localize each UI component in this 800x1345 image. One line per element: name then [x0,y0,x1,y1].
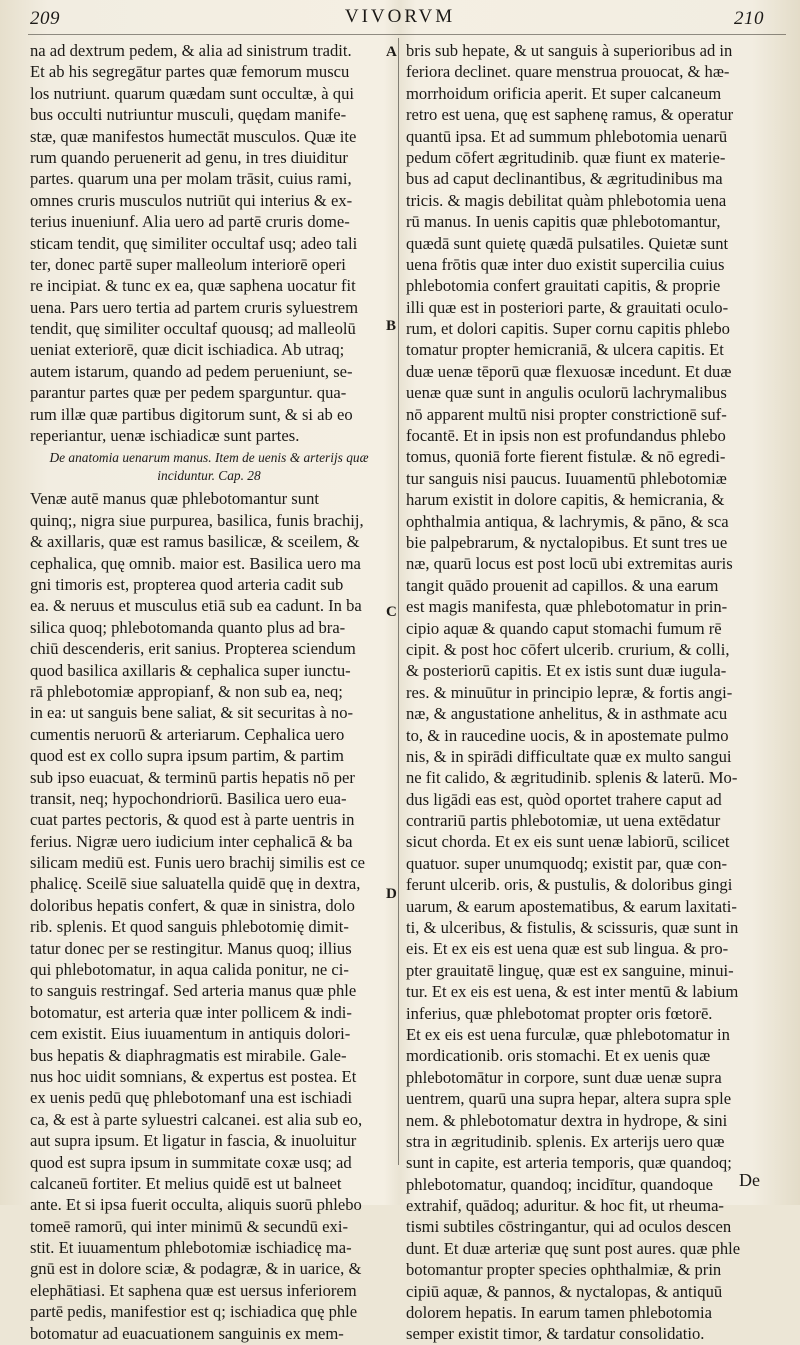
text-line: Et ab his segregātur partes quæ femorum muscu [30,62,350,82]
text-line: tomus, quoniā forte fierent fistulæ. & nō egredi- [406,447,726,467]
text-line: eis. Et ex eis est uena quæ est sub lingua. & pro- [406,939,729,959]
text-line: aut supra ipsum. Et ligatur in fascia, & inuoluitur [30,1131,357,1151]
text-line: bie palpebrarum, & nyctalopibus. Et sunt tres ue [406,532,728,552]
text-line: gnū est in dolore sciæ, & podagræ, & in uarice, & [30,1259,362,1279]
text-line: chiū descenderis, erit sanius. Propterea sciendum [30,639,356,659]
text-line: extrahif, quādoq; aduritur. & hoc fit, ut rheuma- [406,1196,724,1216]
text-line: cumentis neruorū & arteriarum. Cephalica uero [30,724,345,744]
text-line: parantur partes quæ per pedem sparguntur. qua- [30,383,347,403]
text-line: tricis. & magis debilitat quàm phlebotomia uena [406,190,727,210]
margin-letter-d: D [386,886,397,902]
text-line: doloribus hepatis confert, & quæ in sinistra, dolo [30,895,355,915]
text-line: ti, & ulceribus, & fistulis, & scissuris, quæ sunt in [406,918,739,938]
text-line: cephalica, quę omnib. maior est. Basilica uero ma [30,553,361,573]
text-line: illi quæ est in posteriori parte, & grauitati oculo- [406,297,729,317]
text-line: transit, neq; hypochondriorū. Basilica uero eua- [30,788,347,808]
page-number-right: 210 [734,8,764,29]
text-line: nis, & in spirādi difficultate quæ ex multo sangui [406,746,732,766]
text-line: silicam mediū est. Funis uero brachij similis est ce [30,853,366,873]
text-line: tismi subtiles cōstringantur, qui ad oculos descen [406,1217,732,1237]
text-line: autem istarum, quando ad pedem perueniunt, se- [30,361,353,381]
text-line: harum existit in dolore capitis, & hemicrania, & [406,490,725,510]
page-header [0,0,800,40]
text-line: sunt in capite, est arteria temporis, quæ quandoq; [406,1153,732,1173]
text-line: cipit. & post hoc cōfert ulcerib. crurium, & colli, [406,639,730,659]
text-line: dunt. Et duæ arteriæ quę sunt post aures. quæ phle [406,1238,741,1258]
text-line: to, & in raucedine uocis, & in apostemate pulmo [406,725,729,745]
text-line: ferius. Nigræ uero iudicium inter cephalicā & ba [30,831,353,851]
text-line: los nutriunt. quarum quædam sunt occultæ, à qui [30,83,355,103]
text-line: nus hoc uidit somnians, & expertus est postea. Et [30,1066,357,1086]
text-line: partē pedis, manifestior est q; ischiadica quę phle [30,1302,358,1322]
text-line: semper existit timor, & tardatur consolidatio. [406,1324,705,1344]
text-line: silica quoq; phlebotomanda quanto plus ad bra- [30,617,346,637]
text-line: to sanguis restringaf. Sed arteria manus quæ phle [30,981,357,1001]
text-line: stra in ægritudinib. splenis. Ex arterijs uero quæ [406,1131,725,1151]
margin-letter-b: B [386,318,397,334]
text-line: retro est uena, quę est saphenę ramus, & operatur [406,105,734,125]
text-line: phlebotomia confert grauitati capitis, & proprie [406,276,721,296]
text-line: cipio aquæ & quando caput stomachi fumum rē [406,618,722,638]
chapter-heading-line: De anatomia uenarum manus. Item de uenis & arterijs quæ [49,450,369,466]
text-line: Venæ autē manus quæ phlebotomantur sunt [30,489,319,509]
right-column-text [406,40,788,1345]
text-line: bus occulti nutriuntur musculi, quędam manife- [30,105,347,125]
text-line: phalicę. Sceilē siue saluatella quidē quę in dextra, [30,874,361,894]
text-line: tatur donec per se restingitur. Manus quoq; illius [30,938,352,958]
text-line: ferunt ulcerib. oris, & pustulis, & doloribus gingi [406,875,733,895]
text-line: mordicationib. oris stomachi. Et ex uenis quæ [406,1046,711,1066]
text-line: contrariū partis phlebotomiæ, ut uena extēdatur [406,811,721,831]
text-line: focantē. Et in ipsis non est profundandus phlebo [406,426,726,446]
text-line: phlebotomātur in corpore, sunt duæ uenæ supra [406,1067,722,1087]
right-column [406,40,788,1345]
text-line: reperiantur, uenæ ischiadicæ sunt partes. [30,426,300,446]
text-line: botomatur ad euacuationem sanguinis ex mem- [30,1323,344,1343]
text-line: res. & minuūtur in principio lepræ, & fortis angi- [406,682,733,702]
chapter-heading [30,449,388,485]
text-line: quatuor. super unumquodq; existit par, quæ con- [406,853,728,873]
text-line: pedum cōfert ægritudinib. quæ fiunt ex materie- [406,147,726,167]
text-line: uenæ quæ sunt in angulis oculorū lachrymalibus [406,383,727,403]
text-line: nō apparent multū nisi propter constrictionē suf- [406,404,727,424]
text-line: ne fit calido, & ægritudinib. splenis & laterū. Mo- [406,768,738,788]
text-line: ea. & neruus et musculus etiā sub ea cadunt. In ba [30,596,362,616]
text-line: dus ligādi eas est, quòd oportet trahere caput ad [406,789,722,809]
text-line: rum illæ quæ partibus digitorum sunt, & si ab eo [30,404,353,424]
text-line: terius inueniunf. Alia uero ad partē cruris dome- [30,212,350,232]
text-line: quinq;, nigra siue purpurea, basilica, funis brachij, [30,510,364,530]
text-line: tur. Et ex eis est uena, & est inter mentū & labium [406,982,739,1002]
text-line: quod basilica axillaris & cephalica super iunctu- [30,660,351,680]
text-line: tomatur propter hemicraniā, & ulcera capitis. Et [406,340,724,360]
text-line: rum quando peruenerit ad genu, in tres diuiditur [30,147,348,167]
text-line: bus hepatis & diaphragmatis est mirabile. Gale- [30,1045,347,1065]
text-line: bus ad caput declinantibus, & ægritudinibus ma [406,169,723,189]
left-column [30,40,388,1344]
text-line: partes. quarum una per molam trāsit, cuius rami, [30,169,352,189]
text-line: pter grauitatē linguę, quæ est ex sanguine, minui- [406,960,734,980]
column-divider [398,38,399,1165]
text-line: botomatur, est arteria quæ inter pollicem & indi- [30,1002,352,1022]
text-line: phlebotomatur, quandoq; incidītur, quandoque [406,1174,713,1194]
text-line: cem existit. Eius iuuamentum in antiquis dolori- [30,1024,351,1044]
text-line: cuat partes pectoris, & quod est à parte uentris in [30,810,355,830]
text-line: rum, et dolori capitis. Super cornu capitis phlebo [406,319,730,339]
margin-letter-a: A [386,44,397,60]
text-line: ophthalmia antiqua, & lachrymis, & pāno, & sca [406,511,729,531]
text-line: tangit quādo prouenit ad capillos. & una earum [406,575,719,595]
text-line: & posteriorū capitis. Et ex istis sunt duæ iugula- [406,661,727,681]
text-line: uentrem, quarū una supra hepar, altera supra sple [406,1089,732,1109]
text-line: næ, & angustatione anhelitus, & in asthmate acu [406,704,728,724]
text-line: stæ, quæ manifestos humectāt musculos. Quæ ite [30,126,357,146]
page-number-left: 209 [30,8,60,29]
text-line: ex uenis pedū quę phlebotomanf una est ischiadi [30,1088,353,1108]
text-line: quædā sunt quietę quædā pulsatiles. Quietæ sunt [406,233,729,253]
text-line: ter, donec partē super malleolum interiorē operi [30,254,346,274]
text-line: quantū ipsa. Et ad summum phlebotomia uenarū [406,126,728,146]
text-line: botomantur propter species ophthalmiæ, & prin [406,1260,722,1280]
text-line: ante. Et si ipsa fuerit occulta, aliquis suorū phlebo [30,1195,362,1215]
text-line: quod est supra ipsum in summitate coxæ usq; ad [30,1152,352,1172]
text-line: calcaneū fortiter. Et melius quidē est ut balneet [30,1173,342,1193]
text-line: omnes cruris musculos nutriūt qui interius & ex- [30,190,353,210]
text-line: rib. splenis. Et quod sanguis phlebotomię dimit- [30,917,349,937]
text-line: quod est ex collo supra ipsum partim, & partim [30,746,344,766]
text-line: morrhoidum orificia aperit. Et super calcaneum [406,83,722,103]
text-line: tomeē ramorū, qui inter minimū & secundū exi- [30,1216,348,1236]
text-line: qui phlebotomatur, in aqua calida ponitur, ne ci- [30,960,349,980]
header-rule [28,34,786,35]
left-column-bottom-text [30,488,388,1344]
text-line: uena. Pars uero tertia ad partem cruris syluestrem [30,297,359,317]
text-line: nem. & phlebotomatur dextra in hydrope, & sini [406,1110,728,1130]
text-line: cipiū aquæ, & pannos, & nyctalopas, & antiquū [406,1281,723,1301]
text-line: rū manus. In uenis capitis quæ phlebotomantur, [406,212,721,232]
text-line: dolorem hepatis. In earum tamen phlebotomia [406,1303,712,1323]
text-line: sub ipso euacuat, & terminū partis hepatis nō per [30,767,355,787]
text-line: ca, & est à parte syluestri calcanei. est alia sub eo, [30,1109,363,1129]
text-line: bris sub hepate, & ut sanguis à superioribus ad in [406,41,733,60]
text-line: ueniat exteriorē, quæ dicit ischiadica. Ab utraq; [30,340,345,360]
text-line: feriora declinet. quare menstrua prouocat, & hæ- [406,62,730,82]
text-line: uarum, & earum apostematibus, & earum laxitati- [406,896,737,916]
catchword: De [739,1170,760,1190]
text-line: sicut chorda. Et ex eis sunt uenæ labiorū, scilicet [406,832,730,852]
text-line: rā phlebotomiæ appropianf, & non sub ea, neq; [30,681,343,701]
text-line: duæ uenæ tēporū quæ flexuosæ incedunt. Et duæ [406,361,732,381]
text-line: gni timoris est, propterea quod arteria cadit sub [30,574,344,594]
text-line: Et ex eis est uena furculæ, quæ phlebotomatur in [406,1024,730,1044]
text-line: tendit, quę similiter occultaf quousq; ad malleolū [30,319,356,339]
text-line: re incipiat. & tunc ex ea, quæ saphena uocatur fit [30,276,356,296]
chapter-heading-line: inciduntur. Cap. 28 [157,468,261,484]
text-line: stit. Et iuuamentum phlebotomiæ ischiadicę ma- [30,1238,352,1258]
text-line: in ea: ut sanguis bene saliat, & sit securitas à no- [30,703,354,723]
text-line: & axillaris, quæ est ramus basilicæ, & sceilem, & [30,532,360,552]
text-line: tur sanguis nisi paucus. Iuuamentū phlebotomiæ [406,468,727,488]
text-line: elephātiasi. Et saphena quæ est uersus inferiorem [30,1280,357,1300]
left-column-top-text [30,40,388,446]
text-line: sticam tendit, quę similiter occultaf usq; adeo tali [30,233,358,253]
text-line: est magis manifesta, quæ phlebotomatur in prin- [406,597,728,617]
running-title: VIVORVM [344,6,456,27]
text-line: uena frōtis quæ inter duo existit supercilia cuius [406,254,725,274]
text-line: na ad dextrum pedem, & alia ad sinistrum tradit. [30,41,352,60]
margin-letter-c: C [386,604,397,620]
text-line: næ, quarū locus est post locū ubi extremitas auris [406,554,733,574]
text-line: inferius, quæ phlebotomat propter oris fœtorē. [406,1003,713,1023]
